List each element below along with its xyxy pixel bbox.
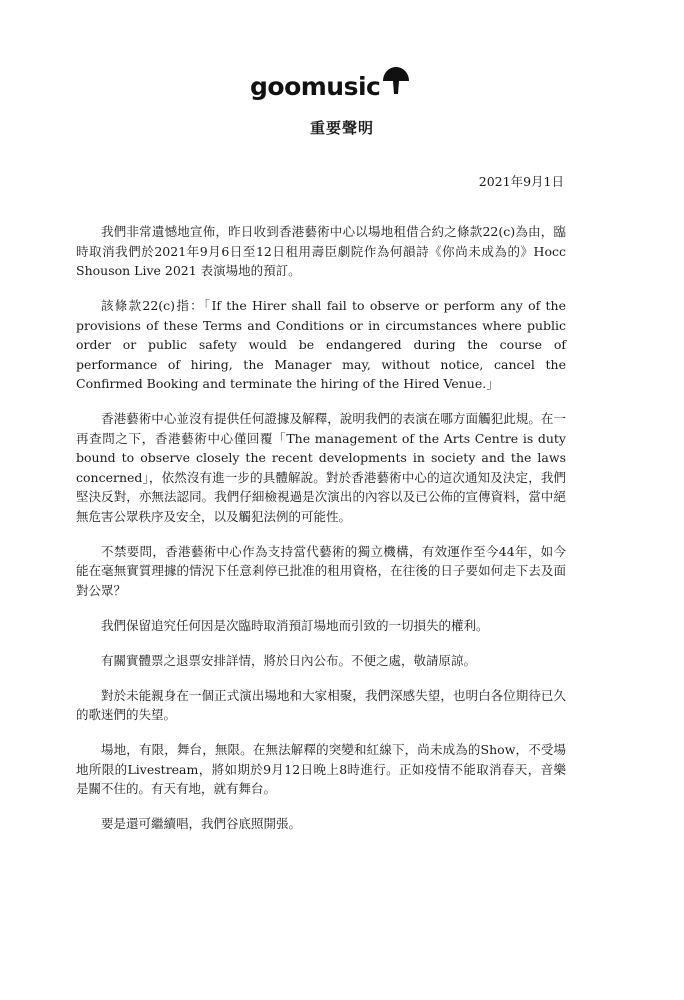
document-title: 重要聲明 — [309, 119, 374, 137]
paragraph: 香港藝術中心並沒有提供任何證據及解釋，說明我們的表演在哪方面觸犯此規。在一再查問之下，香港藝術中心僅回覆「The management of the Arts Centre is duty bound to observe closely the recent developments in society and the laws concerned」，依然沒有進一步的具體解說。對於香港藝術中心的這次通知及決定，我們堅決反對，亦無法認同。我們仔細檢視過是次演出的內容以及已公佈的宣傳資料，當中絕無危害公眾秩序及安全，以及觸犯法例的可能性。 — [76, 411, 566, 524]
brand-name: goomusic — [250, 72, 381, 101]
paragraph: 我們非常遺憾地宣佈，昨日收到香港藝術中心以場地租借合約之條款22(c)為由，臨時取消我們於2021年9月6日至12日租用壽臣劇院作為何韻詩《你尚未成為的》Hocc Shouson Live 2021 表演場地的預訂。 — [76, 224, 566, 278]
paragraph: 該條款22(c)指：「If the Hirer shall fail to observe or perform any of the provisions of these Terms and Conditions or in circumstances where public order or public safety would be endangered during the course of performance of hiring, the Manager may, without notice, cancel the Confirmed Booking and terminate the hiring of the Hired Venue.」 — [76, 298, 566, 391]
paragraph: 要是還可繼續唱，我們谷底照開張。 — [101, 816, 302, 831]
paragraph: 場地，有限，舞台，無限。在無法解釋的突變和紅線下，尚未成為的Show，不受場地所限的Livestream，將如期於9月12日晚上8時進行。正如疫情不能取消春天，音樂是關不住的。有天有地，就有舞台。 — [76, 742, 566, 796]
statement-body — [76, 222, 566, 849]
paragraph: 我們保留追究任何因是次臨時取消預訂場地而引致的一切損失的權利。 — [101, 617, 489, 633]
brand-logo — [250, 62, 411, 102]
document-date: 2021年9月1日 — [478, 174, 564, 189]
paragraph: 不禁要問，香港藝術中心作為支持當代藝術的獨立機構，有效運作至今44年，如今能在毫無實質理據的情況下任意剎停已批准的租用資格，在往後的日子要如何走下去及面對公眾？ — [76, 543, 566, 598]
paragraph: 對於未能親身在一個正式演出場地和大家相聚，我們深感失望，也明白各位期待已久的歌迷們的失望。 — [76, 687, 566, 722]
mushroom-icon — [381, 66, 411, 96]
paragraph: 有關實體票之退票安排詳情，將於日內公布。不便之處，敬請原諒。 — [101, 652, 477, 668]
